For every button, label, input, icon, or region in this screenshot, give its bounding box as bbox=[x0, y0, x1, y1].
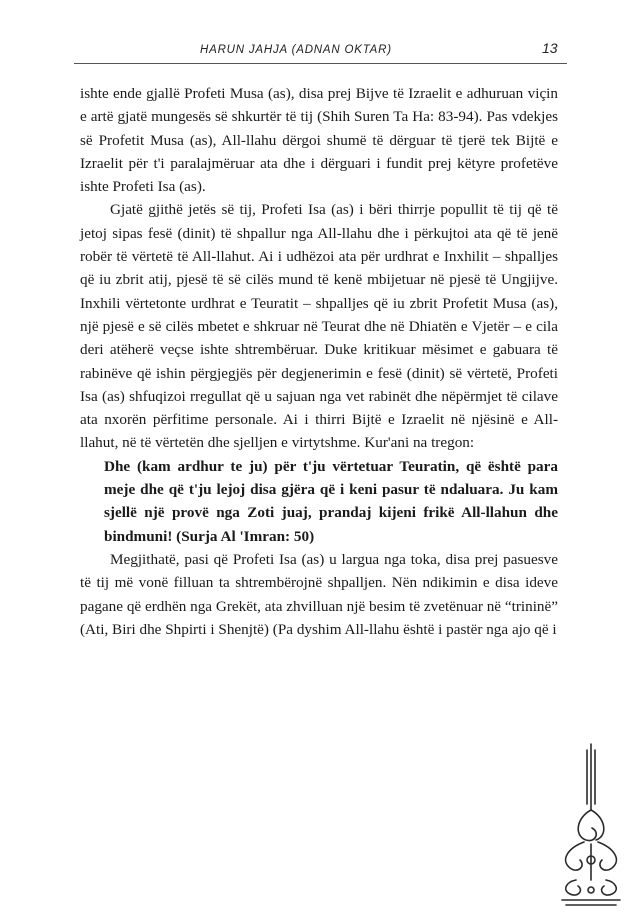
quran-quote: Dhe (kam ardhur te ju) për t'ju vërtetuar Teuratin, që është para meje dhe që t'ju lejoj disa gjëra që i keni pasur të ndaluara. Ju kam sjellë një provë nga Zoti juaj, prandaj kijeni frikë All-llahun dhe bindmuni! (Surja Al 'Imran: 50) bbox=[104, 457, 558, 545]
ornament-border-icon bbox=[556, 740, 626, 910]
header-rule bbox=[74, 63, 567, 64]
paragraph-2: Gjatë gjithë jetës së tij, Profeti Isa (as) i bëri thirrje popullit të tij që të jetoj sipas fesë (dinit) të shpallur nga All-llahu dhe i përkujtoi ata që të jenë robër të vërtetë të All-llahut. Ai i udhëzoi ata për urdhrat e Inxhilit – shpalljes që iu zbrit atij, pjesë të së cilës mund të kenë mbijetuar në pjesë të Ungjijve. Inxhili vërtetonte urdhrat e Teuratit – shpalljes që iu zbrit Profetit Musa (as), një pjesë e së cilës mbetet e shkruar në Teurat dhe në Dhiatën e Vjetër – e cila deri atëherë veçse ishte shtrembëruar. Duke kritikuar mësimet e gabuara të rabinëve që ishin përgjegjës për degjenerimin e fesë (dinit) së vërtetë, Profeti Isa (as) shfuqizoi rregullat që u sajuan nga vet rabinët dhe nëpërmjet të cilave ata nxorën përfitime personale. Ai i thirri Bijtë e Izraelit në njësinë e All-llahut, në të vërtetën dhe sjelljen e virtytshme. Kur'ani na tregon: bbox=[80, 201, 558, 452]
page-body bbox=[80, 82, 558, 641]
page-header bbox=[0, 40, 638, 64]
paragraph-1: ishte ende gjallë Profeti Musa (as), disa prej Bijve të Izraelit e adhuruan viçin e artë gjatë mungesës së shkurtër të tij (Shih Suren Ta Ha: 83-94). Pas vdekjes së Profetit Musa (as), All-llahu dërgoi shumë të dërguar të tjerë tek Bijtë e Izraelit për t'i paralajmëruar ata dhe i dërguari i fundit prej këtyre profetëve ishte Profeti Isa (as). bbox=[80, 85, 558, 196]
page-number: 13 bbox=[542, 40, 558, 56]
running-title: HARUN JAHJA (ADNAN OKTAR) bbox=[200, 44, 392, 56]
paragraph-3: Megjithatë, pasi që Profeti Isa (as) u largua nga toka, disa prej pasuesve të tij më vonë filluan ta shtrembërojnë shpalljen. Nën ndikimin e disa ideve pagane që erdhën nga Grekët, ata zhvilluan një besim të zvetënuar në “trininë” (Ati, Biri dhe Shpirti i Shenjtë) (Pa dyshim All-llahu është i pastër nga ajo që i bbox=[80, 550, 558, 638]
